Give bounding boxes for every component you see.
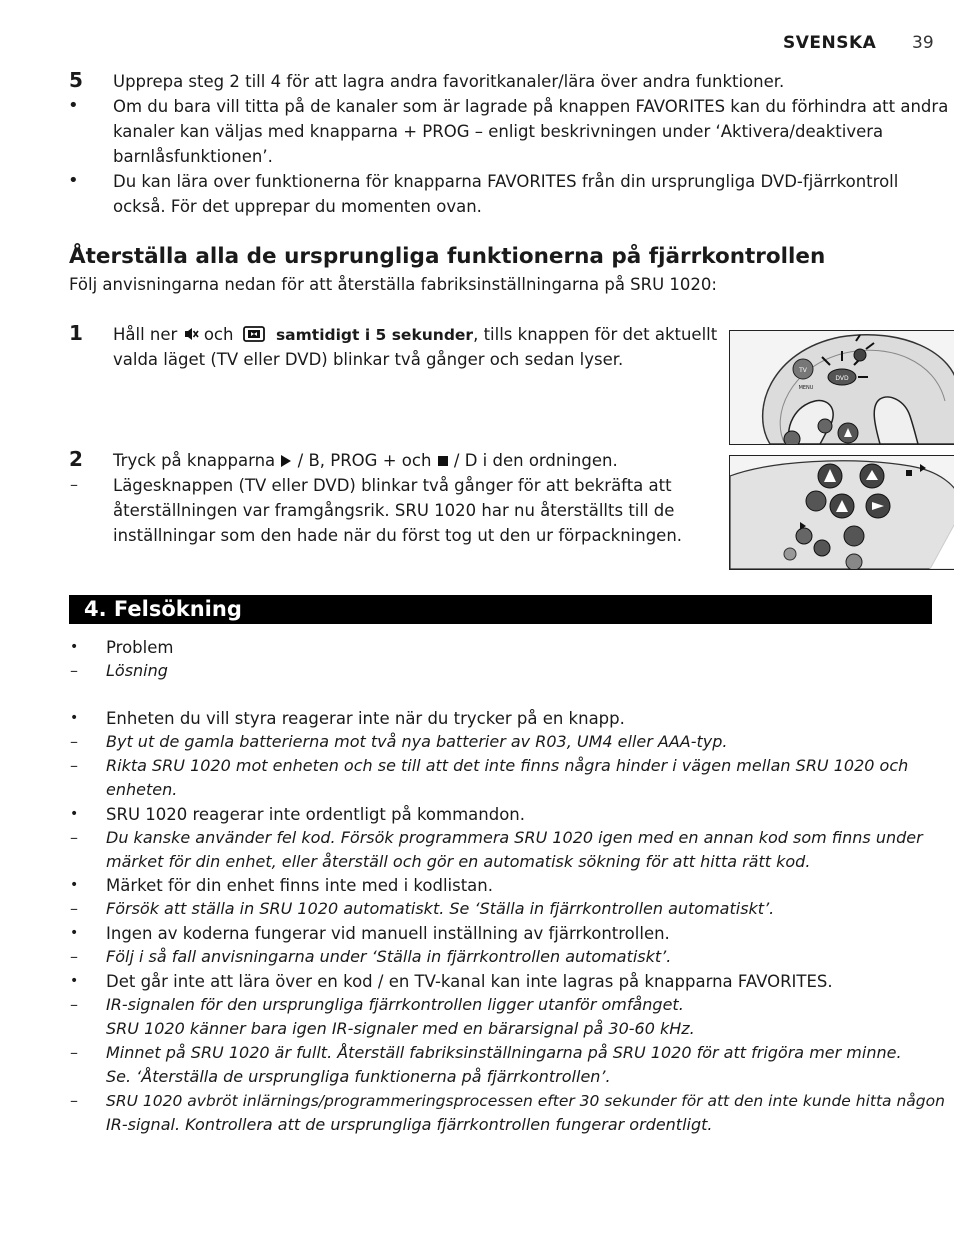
solution-1b-line1: Rikta SRU 1020 mot enheten och se till att det inte finns några hinder i vägen mellan SRU 1020 och — [106, 756, 909, 775]
screen-mode-icon — [243, 324, 265, 349]
bullet-marker: • — [68, 95, 79, 116]
section-title-troubleshooting: 4. Felsökning — [69, 595, 932, 624]
dash-marker: – — [70, 1091, 78, 1110]
solution-1a: Byt ut de gamla batterierna mot två nya batterier av R03, UM4 eller AAA-typ. — [106, 732, 728, 751]
small-bullet-marker: • — [70, 639, 79, 655]
step2-dash-line1: Lägesknappen (TV eller DVD) blinkar två gånger för att bekräfta att — [113, 476, 672, 495]
legend-solution: Lösning — [106, 661, 168, 680]
small-bullet-marker: • — [70, 877, 79, 893]
small-bullet-marker: • — [70, 973, 79, 989]
solution-5b-line1: Minnet på SRU 1020 är fullt. Återställ fabriksinställningarna på SRU 1020 för att frigöra mer minne. — [106, 1043, 902, 1062]
remote-illustration-button-sequence — [729, 455, 954, 570]
reset-heading: Återställa alla de ursprungliga funktionerna på fjärrkontrollen — [69, 244, 826, 269]
dash-marker: – — [70, 732, 78, 751]
bullet2-line1: Du kan lära over funktionerna för knapparna FAVORITES från din ursprungliga DVD-fjärrkontroll — [113, 172, 899, 191]
pic1-tv-label: TV — [799, 367, 807, 374]
step1-pre-text: Håll ner — [113, 325, 178, 344]
solution-2-line1: Du kanske använder fel kod. Försök programmera SRU 1020 igen med en annan kod som finns under — [106, 828, 923, 847]
header-page-number: 39 — [912, 33, 934, 53]
reset-step-1-line1 — [113, 322, 717, 349]
solution-2-line2: märket för din enhet, eller återställ och gör en automatisk sökning för att hitta rätt kod. — [106, 852, 811, 871]
problem-1: Enheten du vill styra reagerar inte när du trycker på en knapp. — [106, 709, 625, 728]
header-language: SVENSKA — [783, 33, 877, 53]
dash-marker: – — [70, 995, 78, 1014]
step-5-number: 5 — [69, 68, 83, 92]
step1-rest-line1: , tills knappen för det aktuellt — [473, 325, 718, 344]
mute-icon — [183, 324, 199, 349]
problem-2: SRU 1020 reagerar inte ordentligt på kommandon. — [106, 805, 526, 824]
remote-illustration-hold-buttons — [729, 330, 954, 445]
bullet1-line3: barnlåsfunktionen’. — [113, 147, 273, 166]
reset-intro: Följ anvisningarna nedan för att återställa fabriksinställningarna på SRU 1020: — [69, 275, 717, 294]
pic1-dvd-label: DVD — [835, 375, 849, 382]
step1-och-text: och — [203, 325, 234, 344]
reset-step-1-number: 1 — [69, 321, 83, 345]
reset-step-1-line2: valda läget (TV eller DVD) blinkar två gånger och sedan lyser. — [113, 350, 624, 369]
reset-step-2-line1 — [113, 448, 618, 475]
dash-marker: – — [70, 899, 78, 918]
step2-mid-text: / B, PROG + och — [297, 451, 432, 470]
bullet1-line1: Om du bara vill titta på de kanaler som är lagrade på knappen FAVORITES kan du förhindra att andra — [113, 97, 949, 116]
dash-marker: – — [70, 661, 78, 680]
small-bullet-marker: • — [70, 710, 79, 726]
dash-marker: – — [70, 475, 78, 494]
solution-1b-line2: enheten. — [106, 780, 178, 799]
problem-5: Det går inte att lära över en kod / en TV-kanal kan inte lagras på knapparna FAVORITES. — [106, 972, 833, 991]
legend-problem: Problem — [106, 638, 174, 657]
reset-step-2-number: 2 — [69, 447, 83, 471]
play-icon — [280, 450, 292, 475]
step2-dash-line3: inställningar som den hade när du först tog ut den ur förpackningen. — [113, 526, 683, 545]
solution-5c-line2: IR-signal. Kontrollera att de ursprungliga fjärrkontrollen fungerar ordentligt. — [106, 1115, 713, 1134]
stop-icon — [437, 450, 449, 475]
small-bullet-marker: • — [70, 925, 79, 941]
dash-marker: – — [70, 828, 78, 847]
problem-3: Märket för din enhet finns inte med i kodlistan. — [106, 876, 494, 895]
pic1-menu-label: MENU — [798, 385, 814, 391]
small-bullet-marker: • — [70, 806, 79, 822]
dash-marker: – — [70, 1043, 78, 1062]
solution-5a-line2: SRU 1020 känner bara igen IR-signaler med en bärarsignal på 30-60 kHz. — [106, 1019, 695, 1038]
solution-5c-line1: SRU 1020 avbröt inlärnings/programmeringsprocessen efter 30 sekunder för att den inte kunde hitta någon — [106, 1092, 945, 1110]
bullet2-line2: också. För det upprepar du momenten ovan. — [113, 197, 482, 216]
solution-4: Följ i så fall anvisningarna under ‘Ställa in fjärrkontrollen automatiskt’. — [106, 947, 672, 966]
solution-5b-line2: Se. ‘Återställa de ursprungliga funktionerna på fjärrkontrollen’. — [106, 1067, 611, 1086]
solution-5a-line1: IR-signalen för den ursprungliga fjärrkontrollen ligger utanför omfånget. — [106, 995, 684, 1014]
bullet-marker: • — [68, 170, 79, 191]
solution-3: Försök att ställa in SRU 1020 automatiskt. Se ‘Ställa in fjärrkontrollen automatiskt’. — [106, 899, 775, 918]
step-5-text: Upprepa steg 2 till 4 för att lagra andra favoritkanaler/lära över andra funktioner. — [113, 72, 785, 91]
step1-bold-text: samtidigt i 5 sekunder — [275, 326, 474, 344]
step2-pre-text: Tryck på knapparna — [113, 451, 276, 470]
step2-dash-line2: återställningen var framgångsrik. SRU 1020 har nu återställts till de — [113, 501, 675, 520]
dash-marker: – — [70, 947, 78, 966]
step2-end-text: / D i den ordningen. — [453, 451, 618, 470]
problem-4: Ingen av koderna fungerar vid manuell inställning av fjärrkontrollen. — [106, 924, 670, 943]
bullet1-line2: kanaler kan väljas med knapparna + PROG – enligt beskrivningen under ‘Aktivera/deaktivera — [113, 122, 884, 141]
dash-marker: – — [70, 756, 78, 775]
